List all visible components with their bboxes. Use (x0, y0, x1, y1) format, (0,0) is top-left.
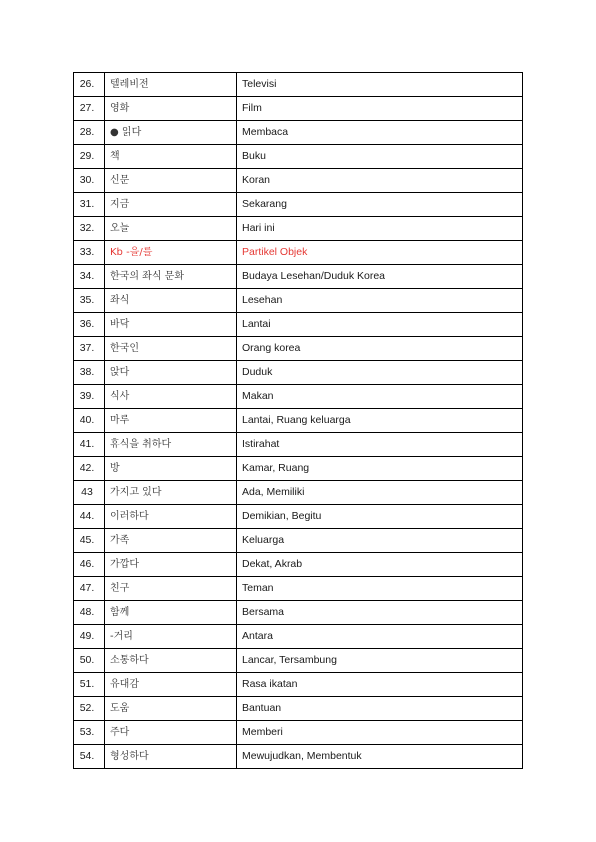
table-row (74, 721, 523, 745)
indonesian-meaning-cell: Televisi (237, 73, 523, 97)
row-number-cell: 48. (74, 601, 105, 625)
row-number-cell: 54. (74, 745, 105, 769)
indonesian-meaning-cell: Koran (237, 169, 523, 193)
korean-word-cell: 함께 (105, 601, 237, 625)
table-row (74, 241, 523, 265)
table-row (74, 529, 523, 553)
indonesian-meaning-cell: Sekarang (237, 193, 523, 217)
korean-word-cell: 마루 (105, 409, 237, 433)
korean-word-cell: 휴식을 취하다 (105, 433, 237, 457)
korean-word-cell: 가깝다 (105, 553, 237, 577)
indonesian-meaning-cell: Partikel Objek (237, 241, 523, 265)
indonesian-meaning-cell: Mewujudkan, Membentuk (237, 745, 523, 769)
table-row (74, 121, 523, 145)
row-number-cell: 46. (74, 553, 105, 577)
row-number-cell: 47. (74, 577, 105, 601)
korean-word-cell: Kb -을/를 (105, 241, 237, 265)
row-number-cell: 36. (74, 313, 105, 337)
row-number-cell: 33. (74, 241, 105, 265)
korean-word-cell: 방 (105, 457, 237, 481)
indonesian-meaning-cell: Ada, Memiliki (237, 481, 523, 505)
korean-word-cell: -거리 (105, 625, 237, 649)
indonesian-meaning-cell: Lantai, Ruang keluarga (237, 409, 523, 433)
table-row (74, 313, 523, 337)
row-number-cell: 49. (74, 625, 105, 649)
row-number-cell: 30. (74, 169, 105, 193)
indonesian-meaning-cell: Memberi (237, 721, 523, 745)
indonesian-meaning-cell: Film (237, 97, 523, 121)
korean-word-cell: 신문 (105, 169, 237, 193)
indonesian-meaning-cell: Lantai (237, 313, 523, 337)
row-number-cell: 51. (74, 673, 105, 697)
indonesian-meaning-cell: Demikian, Begitu (237, 505, 523, 529)
vocabulary-table-body (74, 73, 523, 769)
table-row (74, 409, 523, 433)
row-number-cell: 31. (74, 193, 105, 217)
table-row (74, 385, 523, 409)
korean-word-cell: 바닥 (105, 313, 237, 337)
indonesian-meaning-cell: Hari ini (237, 217, 523, 241)
indonesian-meaning-cell: Membaca (237, 121, 523, 145)
korean-word-cell: 도움 (105, 697, 237, 721)
indonesian-meaning-cell: Lesehan (237, 289, 523, 313)
indonesian-meaning-cell: Orang korea (237, 337, 523, 361)
indonesian-meaning-cell: Makan (237, 385, 523, 409)
table-row (74, 289, 523, 313)
row-number-cell: 44. (74, 505, 105, 529)
korean-word-cell: ● 읽다 (105, 121, 237, 145)
table-row (74, 457, 523, 481)
korean-word-cell: 식사 (105, 385, 237, 409)
korean-word-cell: 형성하다 (105, 745, 237, 769)
table-row (74, 481, 523, 505)
indonesian-meaning-cell: Bantuan (237, 697, 523, 721)
table-row (74, 97, 523, 121)
korean-word-cell: 친구 (105, 577, 237, 601)
table-row (74, 265, 523, 289)
korean-word-cell: 텔레비전 (105, 73, 237, 97)
korean-word-cell: 소통하다 (105, 649, 237, 673)
row-number-cell: 40. (74, 409, 105, 433)
row-number-cell: 34. (74, 265, 105, 289)
indonesian-meaning-cell: Keluarga (237, 529, 523, 553)
korean-word-cell: 이러하다 (105, 505, 237, 529)
row-number-cell: 38. (74, 361, 105, 385)
korean-word-cell: 지금 (105, 193, 237, 217)
row-number-cell: 42. (74, 457, 105, 481)
korean-word-cell: 앉다 (105, 361, 237, 385)
table-row (74, 505, 523, 529)
indonesian-meaning-cell: Duduk (237, 361, 523, 385)
row-number-cell: 50. (74, 649, 105, 673)
row-number-cell: 39. (74, 385, 105, 409)
indonesian-meaning-cell: Buku (237, 145, 523, 169)
indonesian-meaning-cell: Antara (237, 625, 523, 649)
table-row (74, 361, 523, 385)
table-row (74, 193, 523, 217)
table-row (74, 601, 523, 625)
korean-word-cell: 유대감 (105, 673, 237, 697)
table-row (74, 145, 523, 169)
indonesian-meaning-cell: Istirahat (237, 433, 523, 457)
row-number-cell: 43 (74, 481, 105, 505)
korean-word-cell: 영화 (105, 97, 237, 121)
table-row (74, 673, 523, 697)
table-row (74, 217, 523, 241)
indonesian-meaning-cell: Teman (237, 577, 523, 601)
row-number-cell: 27. (74, 97, 105, 121)
table-row (74, 745, 523, 769)
korean-word-cell: 오늘 (105, 217, 237, 241)
indonesian-meaning-cell: Kamar, Ruang (237, 457, 523, 481)
korean-word-cell: 좌식 (105, 289, 237, 313)
row-number-cell: 52. (74, 697, 105, 721)
table-row (74, 625, 523, 649)
korean-word-cell: 가족 (105, 529, 237, 553)
row-number-cell: 37. (74, 337, 105, 361)
table-row (74, 697, 523, 721)
indonesian-meaning-cell: Budaya Lesehan/Duduk Korea (237, 265, 523, 289)
korean-word-cell: 한국인 (105, 337, 237, 361)
table-row (74, 337, 523, 361)
row-number-cell: 26. (74, 73, 105, 97)
indonesian-meaning-cell: Dekat, Akrab (237, 553, 523, 577)
table-row (74, 433, 523, 457)
table-row (74, 73, 523, 97)
row-number-cell: 32. (74, 217, 105, 241)
indonesian-meaning-cell: Bersama (237, 601, 523, 625)
vocabulary-table (73, 72, 523, 769)
indonesian-meaning-cell: Lancar, Tersambung (237, 649, 523, 673)
korean-word-cell: 한국의 좌식 문화 (105, 265, 237, 289)
row-number-cell: 45. (74, 529, 105, 553)
row-number-cell: 35. (74, 289, 105, 313)
korean-word-cell: 책 (105, 145, 237, 169)
korean-word-cell: 가지고 있다 (105, 481, 237, 505)
row-number-cell: 53. (74, 721, 105, 745)
row-number-cell: 28. (74, 121, 105, 145)
korean-word-cell: 주다 (105, 721, 237, 745)
row-number-cell: 29. (74, 145, 105, 169)
table-row (74, 577, 523, 601)
row-number-cell: 41. (74, 433, 105, 457)
table-row (74, 649, 523, 673)
table-row (74, 553, 523, 577)
table-row (74, 169, 523, 193)
indonesian-meaning-cell: Rasa ikatan (237, 673, 523, 697)
